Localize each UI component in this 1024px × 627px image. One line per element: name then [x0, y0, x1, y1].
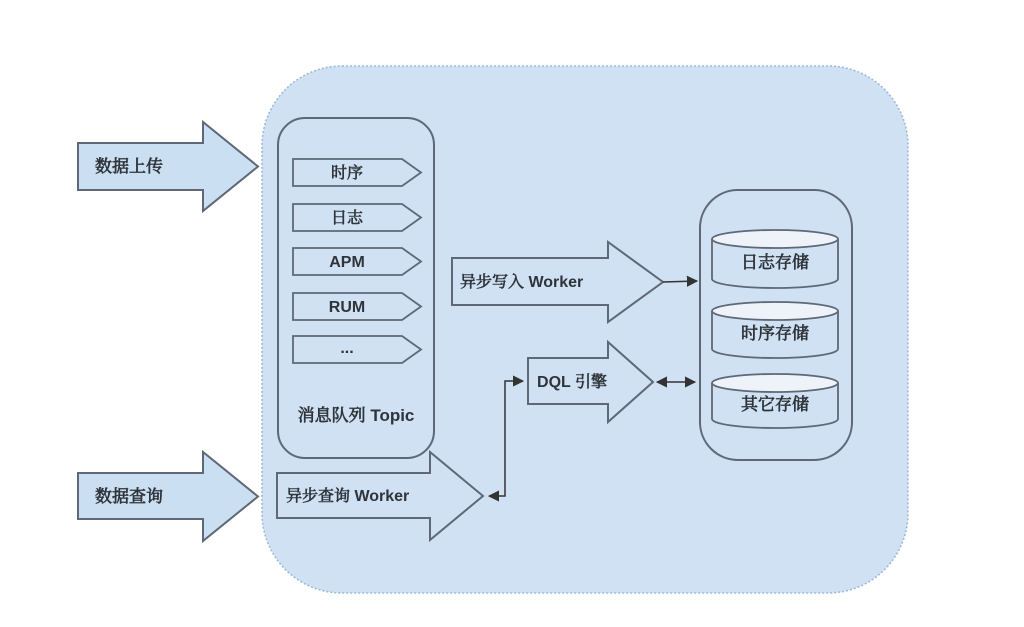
topic-item-timeseries-label: 时序: [330, 165, 364, 182]
topic-item-more: [293, 336, 421, 363]
write-worker-label: 异步写入 Worker: [460, 274, 584, 291]
data-upload-label: 数据上传: [95, 157, 163, 176]
storage-cylinder-logs: [712, 230, 838, 288]
topic-item-apm-label: APM: [329, 254, 365, 271]
storage-other-label: 其它存储: [741, 395, 809, 414]
topic-item-rum-label: RUM: [328, 299, 366, 316]
write-storage-connector: [663, 281, 697, 282]
storage-timeseries-label: 时序存储: [741, 324, 809, 343]
cylinder-top-ellipse: [712, 374, 838, 392]
topic-item-more-label: ...: [340, 340, 354, 357]
storage-logs-label: 日志存储: [741, 253, 809, 272]
data-query-label: 数据查询: [95, 487, 163, 506]
query-worker-label: 异步查询 Worker: [286, 488, 410, 505]
dql-engine-label: DQL 引擎: [537, 374, 607, 391]
topic-item-logs-label: 日志: [330, 210, 364, 227]
storage-cylinder-other: [712, 374, 838, 428]
message-queue-title: 消息队列 Topic: [297, 406, 415, 425]
cylinder-top-ellipse: [712, 230, 838, 248]
cylinder-top-ellipse: [712, 302, 838, 320]
storage-cylinder-timeseries: [712, 302, 838, 358]
